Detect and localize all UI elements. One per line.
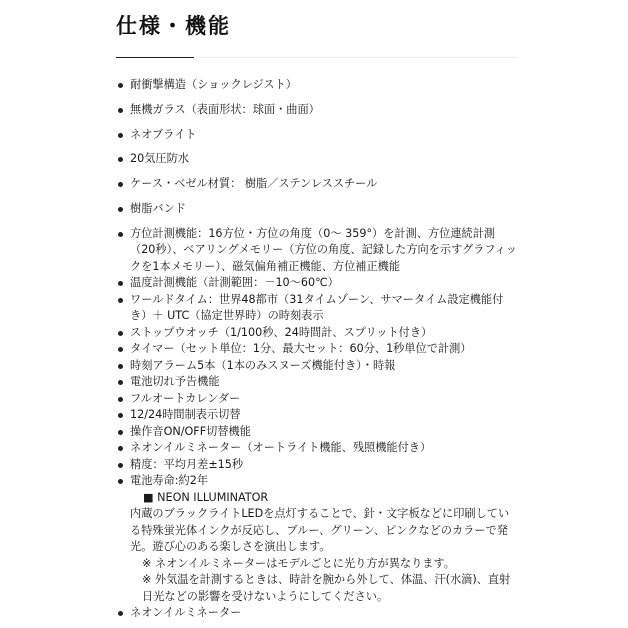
list-item: ストップウオッチ（1/100秒、24時間計、スプリット付き） bbox=[117, 325, 517, 342]
temperature-note: ※ 外気温を計測するときは、時計を腕から外して、体温、汗(水滴)、直射日光などの影響を受けないようにしてください。 bbox=[142, 573, 511, 603]
spec-list bbox=[117, 77, 517, 622]
list-item: 精度：平均月差±15秒 bbox=[117, 457, 517, 474]
list-item bbox=[117, 473, 517, 605]
neon-illuminator-note: ※ ネオンイルミネーターはモデルごとに光り方が異なります。 bbox=[142, 556, 455, 570]
battery-life-text: 電池寿命:約2年 bbox=[130, 474, 209, 488]
list-item: 耐衝撃構造（ショックレジスト） bbox=[117, 77, 517, 94]
list-item: タイマー（セット単位：1分、最大セット：60分、1秒単位で計測） bbox=[117, 341, 517, 358]
list-item: ケース・ベゼル材質： 樹脂／ステンレススチール bbox=[117, 176, 517, 193]
list-item: 20気圧防水 bbox=[117, 151, 517, 168]
neon-illuminator-description: 内蔵のブラックライトLEDを点灯することで、針・文字板などに印刷している特殊蛍光体インクが反応し、ブルー、グリーン、ピンクなどのカラーで発光。遊び心のある楽しさを演出します。 bbox=[130, 507, 510, 554]
list-item: 電池切れ予告機能 bbox=[117, 374, 517, 391]
list-item: 温度計測機能（計測範囲：－10～60℃） bbox=[117, 275, 517, 292]
list-item: ネオンイルミネーター bbox=[117, 605, 517, 622]
list-item: 無機ガラス（表面形状：球面・曲面） bbox=[117, 102, 517, 119]
list-item: 時刻アラーム5本（1本のみスヌーズ機能付き）・時報 bbox=[117, 358, 517, 375]
title-underline bbox=[116, 57, 194, 58]
neon-illuminator-heading: ■ NEON ILLUMINATOR bbox=[143, 490, 269, 504]
page-title: 仕様・機能 bbox=[116, 14, 231, 38]
list-item: ワールドタイム：世界48都市（31タイムゾーン、サマータイム設定機能付き）＋ UTC（協定世界時）の時刻表示 bbox=[117, 292, 517, 325]
list-item: ネオンイルミネーター（オートライト機能、残照機能付き） bbox=[117, 440, 517, 457]
list-item: 12/24時間制表示切替 bbox=[117, 407, 517, 424]
list-item: 方位計測機能：16方位・方位の角度（0～ 359°）を計測、方位連続計測（20秒）、ベアリングメモリー（方位の角度、記録した方向を示すグラフィックを1本メモリー）、磁気偏角補正機能、方位補正機能 bbox=[117, 226, 517, 276]
divider bbox=[196, 57, 518, 58]
list-item: 操作音ON/OFF切替機能 bbox=[117, 424, 517, 441]
list-item: フルオートカレンダー bbox=[117, 391, 517, 408]
list-item: 樹脂バンド bbox=[117, 201, 517, 218]
list-item: ネオブライト bbox=[117, 127, 517, 144]
